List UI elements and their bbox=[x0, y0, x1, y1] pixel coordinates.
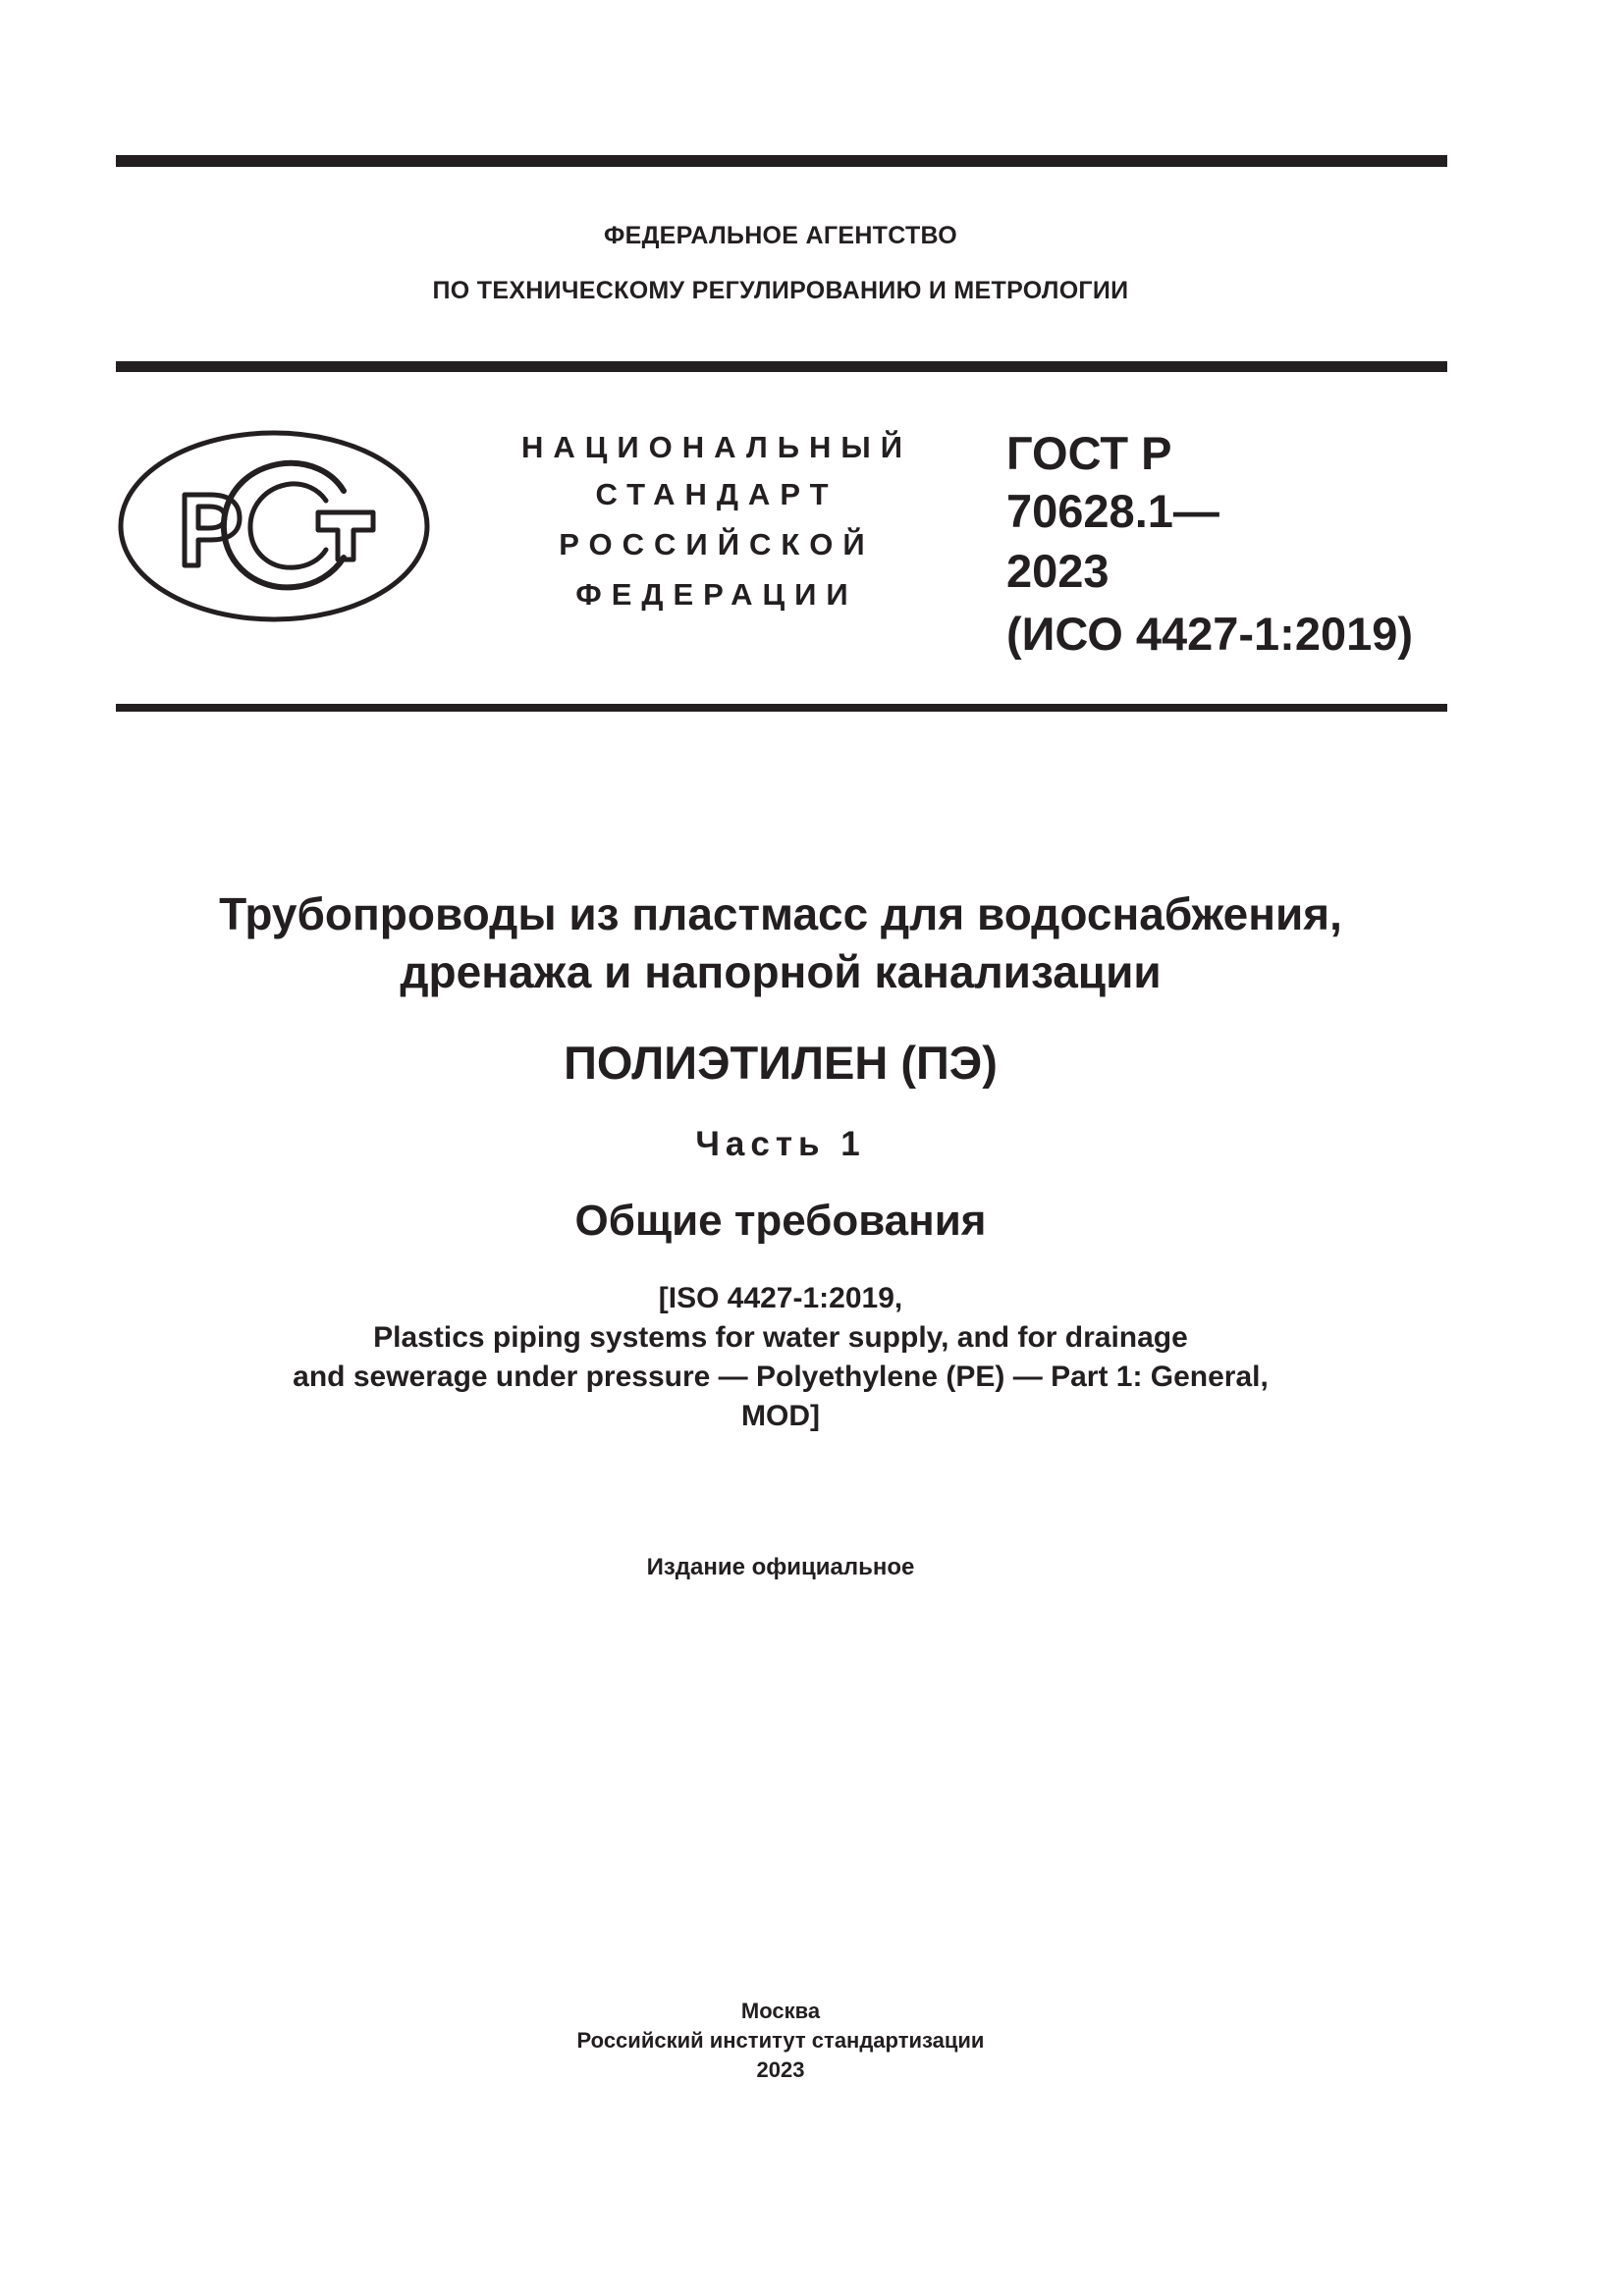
middle-rule bbox=[116, 361, 1447, 372]
iso-reference-line4: MOD] bbox=[741, 1400, 820, 1432]
rst-certification-logo-icon bbox=[116, 428, 432, 624]
agency-name-line2: ПО ТЕХНИЧЕСКОМУ РЕГУЛИРОВАНИЮ И МЕТРОЛОГИИ bbox=[432, 277, 1129, 304]
title-line1: Трубопроводы из пластмасс для водоснабжения, bbox=[219, 888, 1342, 939]
designation-line3: 2023 bbox=[1006, 545, 1110, 597]
national-standard-line2: СТАНДАРТ bbox=[595, 477, 839, 511]
agency-name-line1: ФЕДЕРАЛЬНОЕ АГЕНТСТВО bbox=[603, 222, 958, 249]
title-line2: дренажа и напорной канализации bbox=[400, 946, 1162, 997]
imprint-year: 2023 bbox=[756, 2057, 805, 2082]
national-standard-line4: ФЕДЕРАЦИИ bbox=[575, 577, 858, 612]
title-part: Часть 1 bbox=[695, 1125, 866, 1163]
national-standard-line3: РОССИЙСКОЙ bbox=[559, 527, 875, 561]
edition-label: Издание официальное bbox=[646, 1554, 915, 1580]
designation-line1: ГОСТ Р bbox=[1006, 427, 1172, 479]
bottom-rule bbox=[116, 704, 1447, 712]
national-standard-line1: НАЦИОНАЛЬНЫЙ bbox=[520, 430, 913, 464]
imprint-city: Москва bbox=[740, 1999, 821, 2023]
imprint-publisher: Российский институт стандартизации bbox=[576, 2028, 985, 2053]
designation-line4: (ИСО 4427-1:2019) bbox=[1006, 608, 1414, 660]
designation-line2: 70628.1— bbox=[1006, 485, 1219, 537]
iso-reference-line2: Plastics piping systems for water supply, and for drainage bbox=[373, 1321, 1188, 1354]
title-main: ПОЛИЭТИЛЕН (ПЭ) bbox=[564, 1037, 998, 1089]
iso-reference-line1: [ISO 4427-1:2019, bbox=[658, 1282, 903, 1314]
title-subtitle: Общие требования bbox=[574, 1197, 987, 1245]
top-rule bbox=[116, 155, 1447, 167]
iso-reference-line3: and sewerage under pressure — Polyethylene (PE) — Part 1: General, bbox=[293, 1361, 1269, 1393]
